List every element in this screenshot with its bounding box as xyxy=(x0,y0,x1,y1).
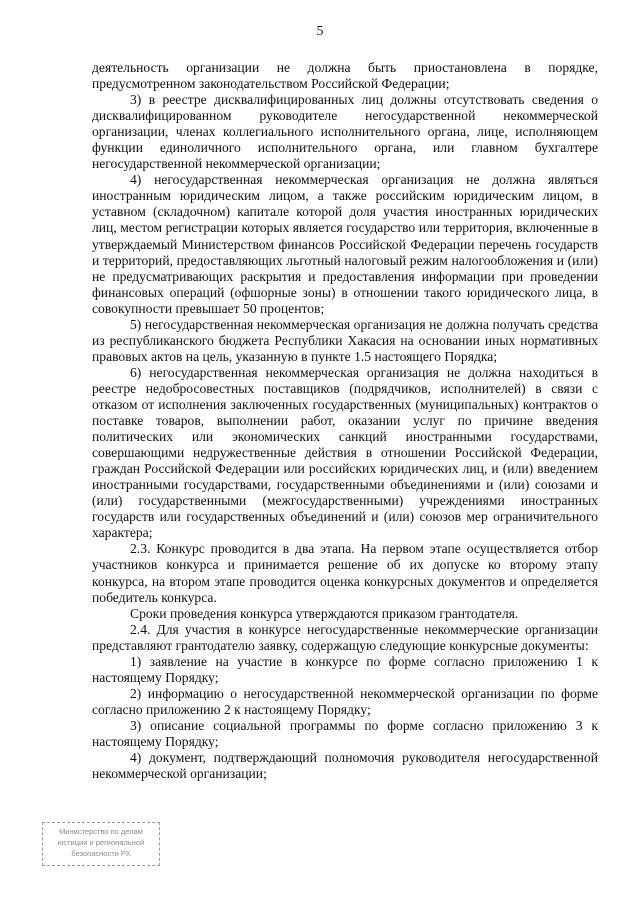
paragraph-document-2: 2) информацию о негосударственной некоммерческой организации по форме согласно приложению 2 к настоящему Порядку; xyxy=(92,685,598,717)
paragraph-document-3: 3) описание социальной программы по форме согласно приложению 3 к настоящему Порядку; xyxy=(92,717,598,749)
paragraph-contest-terms: Сроки проведения конкурса утверждаются приказом грантодателя. xyxy=(130,605,519,621)
stamp-line: безопасности РХ xyxy=(71,849,131,858)
paragraph-continuation: деятельность организации не должна быть приостановлена в порядке, предусмотренном законодательством Российской Федерации; xyxy=(92,60,598,92)
paragraph-section-2-3: 2.3. Конкурс проводится в два этапа. На первом этапе осуществляется отбор участников конкурса и принимается решение об их допуске ко второму этапу конкурса, на втором этапе проводится оценка конкурсных документов и определяется победитель конкурса. xyxy=(92,541,598,605)
paragraph-item-6: 6) негосударственная некоммерческая организация не должна находиться в реестре недобросовестных поставщиков (подрядчиков, исполнителей) в связи с отказом от исполнения заключенных государственных (муниципальных) контрактов о поставке товаров, выполнении работ, оказании услуг по причине введения политических или экономических санкций иностранными государствами, совершающими недружественные действия в отношении Российской Федерации, граждан Российской Федерации или российских юридических лиц, и (или) введением иностранными государствами, государственными объединениями и (или) союзами и (или) государственными (межгосударственными) учреждениями иностранных государств или государственных объединений и (или) союзов мер ограничительного характера; xyxy=(92,364,598,541)
paragraph-item-4: 4) негосударственная некоммерческая организация не должна являться иностранным юридическим лицом, а также российским юридическим лицом, в уставном (складочном) капитале которой доля участия иностранных юридических лиц, местом регистрации которых является государство или территория, включенные в утверждаемый Министерством финансов Российской Федерации перечень государств и территорий, предоставляющих льготный налоговый режим налогообложения и (или) не предусматривающих раскрытия и предоставления информации при проведении финансовых операций (офшорные зоны) в отношении такого юридического лица, в совокупности превышает 50 процентов; xyxy=(92,172,598,316)
stamp-line: юстиции и региональной xyxy=(57,838,145,847)
paragraph-item-5: 5) негосударственная некоммерческая организация не должна получать средства из республиканского бюджета Республики Хакасия на основании иных нормативных правовых актов на цель, указанную в пункте 1.5 настоящего Порядка; xyxy=(92,316,598,364)
document-body xyxy=(92,60,598,782)
paragraph-item-3: 3) в реестре дисквалифицированных лиц должны отсутствовать сведения о дисквалифицированном руководителе негосударственной некоммерческой организации, членах коллегиального исполнительного органа, лице, исполняющем функции единоличного исполнительного органа, или главном бухгалтере негосударственной некоммерческой организации; xyxy=(92,92,598,172)
paragraph-section-2-4: 2.4. Для участия в конкурсе негосударственные некоммерческие организации представляют грантодателю заявку, содержащую следующие конкурсные документы: xyxy=(92,621,598,653)
paragraph-document-1: 1) заявление на участие в конкурсе по форме согласно приложению 1 к настоящему Порядку; xyxy=(92,653,598,685)
page-number: 5 xyxy=(316,24,324,39)
registration-stamp xyxy=(42,822,160,866)
paragraph-document-4: 4) документ, подтверждающий полномочия руководителя негосударственной некоммерческой организации; xyxy=(92,750,598,782)
stamp-line: Министерство по делам xyxy=(59,827,143,836)
